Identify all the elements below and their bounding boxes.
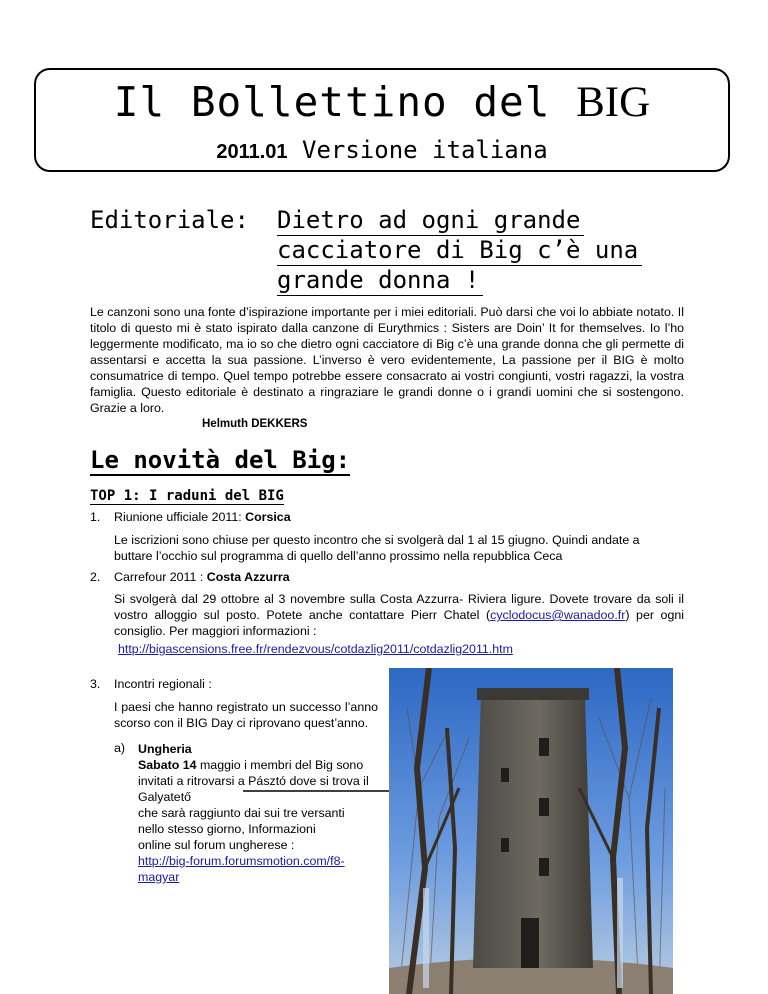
title-box: [34, 68, 730, 172]
sub-item-date: Sabato 14: [138, 758, 197, 772]
item-label: Riunione ufficiale 2011:: [114, 510, 246, 524]
sub-item-text: [138, 805, 348, 885]
item-place: Costa Azzurra: [206, 570, 290, 584]
title-text: Il Bollettino del: [113, 78, 551, 126]
news-heading: Le novità del Big:: [90, 446, 351, 474]
item-heading: [114, 570, 290, 584]
item-place: Corsica: [245, 510, 291, 524]
sub-item-text-part: maggio i membri del Big sono invitati a ritrovarsi a Pásztó dove si trova il Galyatető: [138, 758, 369, 804]
editorial-title: [277, 206, 642, 296]
item-label: Incontri regionali :: [114, 677, 212, 691]
editorial-label: Editoriale:: [90, 206, 249, 234]
sub-item-text-part: che sarà raggiunto dai sui tre versanti nello stesso giorno, Informazioni online sul forum ungherese :: [138, 806, 345, 852]
item-label: Carrefour 2011 :: [114, 570, 207, 584]
email-link[interactable]: cyclodocus@wanadoo.fr: [490, 608, 626, 622]
sub-item-letter: a): [114, 741, 126, 755]
editorial-author: Helmuth DEKKERS: [202, 418, 308, 430]
arrow-icon: [243, 784, 413, 798]
editorial-title-line: grande donna !: [277, 266, 483, 296]
item-heading: [114, 510, 291, 524]
issue-number: 2011.01: [216, 141, 288, 163]
stone-tower-photo: [389, 668, 673, 994]
editorial-title-line: cacciatore di Big c’è una: [277, 236, 642, 266]
item-text-part: Si svolgerà dal 29 ottobre al 3 novembre sulla Costa Azzurra- Riviera ligure. Dovete trovare da soli il vostro alloggio sul posto. Potete anche contattare Pierr Chatel (: [114, 592, 684, 622]
bulletin-subtitle: [36, 136, 728, 164]
forum-link[interactable]: http://big-forum.forumsmotion.com/f8-magyar: [138, 854, 345, 884]
top1-heading: TOP 1: I raduni del BIG: [90, 488, 284, 504]
info-link-line: [118, 641, 678, 657]
title-big: BIG: [576, 79, 651, 126]
item-number: 2.: [90, 570, 101, 584]
sub-item-country: Ungheria: [138, 742, 192, 756]
info-link[interactable]: http://bigascensions.free.fr/rendezvous/cotdazlig2011/cotdazlig2011.htm: [118, 642, 513, 656]
item-number: 1.: [90, 510, 101, 524]
item-number: 3.: [90, 677, 101, 691]
bulletin-title: [36, 78, 728, 127]
editorial-body: Le canzoni sono una fonte d’ispirazione importante per i miei editoriali. Può darsi che voi lo abbiate notato. Il titolo di questo mi è stato ispirato dalla canzone di Eurythmics : Sisters are Doin’ It for themselves. Io l’ho leggermente modificato, ma io so che dietro ogni cacciatore di Big c’è una grande donna che gli permette di assentarsi e accetta la sua passione. L’inverso è vero evidentemente, La passione per il BIG è molto consumatrice di tempo. Quel tempo potrebbe essere consacrato ai vostri congiunti, vostri ragazzi, la vostra famiglia. Questo editoriale è destinato a ringraziare le grandi donne o i grandi uomini che si sostengono. Grazie a loro.: [90, 305, 684, 415]
item-text: Le iscrizioni sono chiuse per questo incontro che si svolgerà dal 1 al 15 giugno. Quindi andate a buttare l’occhio sul programma di quello dell’anno prossimo nella repubblica Ceca: [114, 533, 640, 563]
item-text: [114, 591, 684, 639]
item-text: I paesi che hanno registrato un successo l’anno scorso con il BIG Day ci riprovano quest’anno.: [114, 700, 378, 730]
item-text-part: ) per ogni consiglio. Per maggiori informazioni :: [114, 608, 684, 638]
editorial-title-line: Dietro ad ogni grande: [277, 206, 584, 236]
version-label: Versione italiana: [302, 136, 548, 164]
